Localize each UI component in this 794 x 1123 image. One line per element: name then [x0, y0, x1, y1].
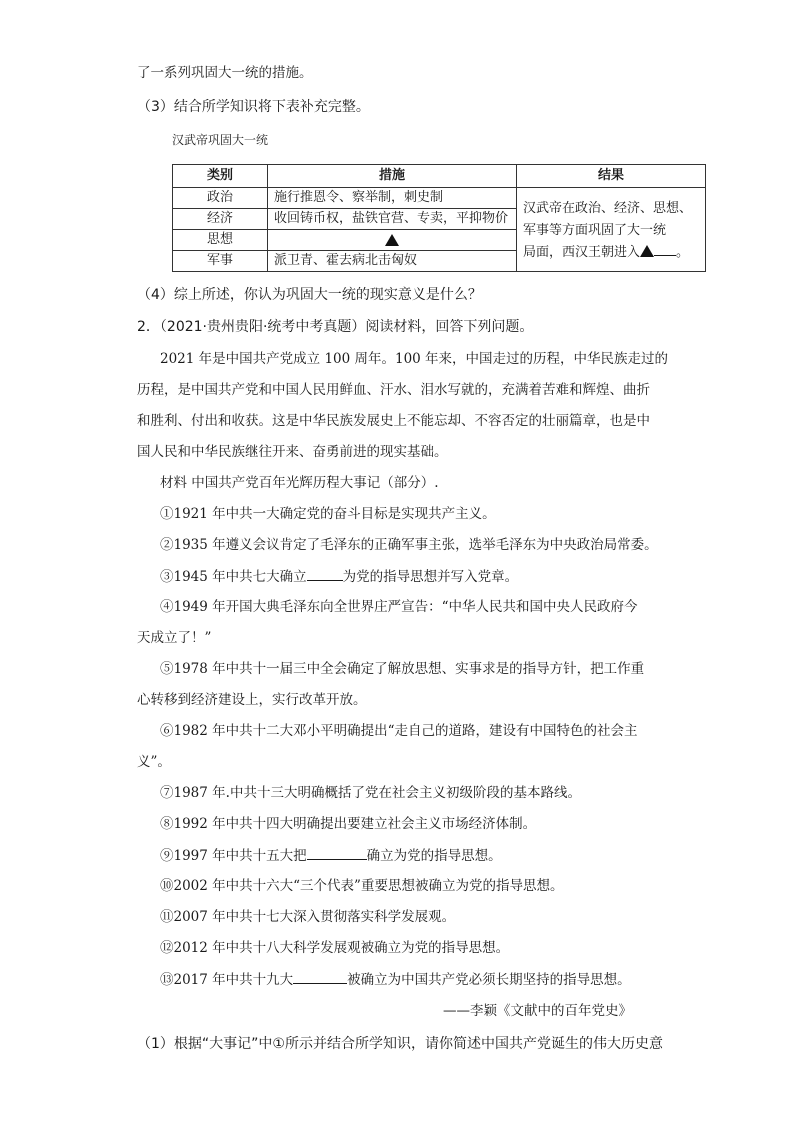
table-row: [173, 188, 706, 209]
result-text-a: 汉武帝在政治、经济、思想、: [523, 200, 693, 216]
row-category: 军事: [173, 251, 268, 272]
result-text-d: 。: [676, 244, 690, 260]
answer-blank: [654, 242, 676, 256]
event-text: 被确立为中国共产党必须长期坚持的指导思想。: [347, 972, 631, 988]
event-item: [160, 567, 518, 586]
event-text: 为党的指导思想并写入党章。: [342, 569, 519, 585]
table-header-row: [173, 165, 706, 188]
table-caption: 汉武帝巩固大一统: [172, 133, 269, 147]
answer-triangle-icon: [640, 245, 654, 257]
event-text: ③1945 年中共七大确立: [160, 569, 307, 585]
row-measure: 施行推恩令、察举制，刺史制: [268, 188, 517, 209]
header-result: 结果: [517, 165, 706, 188]
event-item: ①1921 年中共一大确定党的奋斗目标是实现共产主义。: [160, 506, 496, 522]
header-measure: 措施: [268, 165, 517, 188]
event-text: ⑬2017 年中共十九大: [160, 972, 294, 988]
fill-blank: [293, 970, 347, 984]
event-item: ②1935 年遵义会议肯定了毛泽东的正确军事主张，选举毛泽东为中央政治局常委。: [160, 537, 658, 553]
material-title: 材料 中国共产党百年光辉历程大事记（部分）.: [160, 475, 439, 491]
event-item: [160, 846, 502, 865]
result-text-c: 局面，西汉王朝进入: [523, 244, 641, 260]
answer-triangle-icon: [385, 234, 399, 246]
event-item-continued: 心转移到经济建设上，实行改革开放。: [137, 692, 367, 708]
paragraph-line: 历程，是中国共产党和中国人民用鲜血、汗水、泪水写就的，充满着苦难和辉煌、曲折: [137, 382, 650, 398]
event-item: ⑫2012 年中共十八大科学发展观被确立为党的指导思想。: [160, 940, 510, 956]
event-text: ⑨1997 年中共十五大把: [160, 848, 307, 864]
question-4: （4）综上所述，你认为巩固大一统的现实意义是什么？: [137, 287, 482, 303]
row-measure: 收回铸币权，盐铁官营、专卖，平抑物价: [268, 209, 517, 230]
event-item-continued: 天成立了！”: [137, 630, 212, 646]
event-item: ⑦1987 年.中共十三大明确概括了党在社会主义初级阶段的基本路线。: [160, 785, 581, 801]
fill-blank: [307, 567, 343, 581]
event-item: ⑪2007 年中共十七大深入贯彻落实科学发展观。: [160, 909, 456, 925]
header-category: 类别: [173, 165, 268, 188]
event-item: ⑩2002 年中共十六大“三个代表”重要思想被确立为党的指导思想。: [160, 878, 564, 894]
paragraph-line: 国人民和中华民族继往开来、奋勇前进的现实基础。: [137, 444, 448, 460]
text-line: 了一系列巩固大一统的措施。: [137, 65, 313, 81]
event-item: ⑧1992 年中共十四大明确提出要建立社会主义市场经济体制。: [160, 816, 537, 832]
measures-table: [172, 164, 706, 272]
event-item: ⑥1982 年中共十二大邓小平明确提出“走自己的道路，建设有中国特色的社会主: [160, 723, 638, 739]
event-item: ④1949 年开国大典毛泽东向全世界庄严宣告：“中华人民共和国中央人民政府今: [160, 599, 638, 615]
result-cell: [517, 188, 706, 272]
event-item-continued: 义”。: [137, 754, 171, 770]
event-item: ⑤1978 年中共十一届三中全会确定了解放思想、实事求是的指导方针，把工作重: [160, 661, 645, 677]
event-text: 确立为党的指导思想。: [366, 848, 502, 864]
row-measure-blank: [268, 230, 517, 251]
row-category: 思想: [173, 230, 268, 251]
question-2-header: 2．（2021·贵州贵阳·统考中考真题）阅读材料，回答下列问题。: [137, 319, 534, 335]
row-measure: 派卫青、霍去病北击匈奴: [268, 251, 517, 272]
source-citation: ——李颖《文献中的百年党史》: [443, 1003, 632, 1019]
event-item: [160, 970, 631, 989]
question-1: （1）根据“大事记”中①所示并结合所学知识，请你简述中国共产党诞生的伟大历史意: [137, 1036, 663, 1052]
result-text-b: 军事等方面巩固了大一统: [523, 222, 667, 238]
row-category: 政治: [173, 188, 268, 209]
question-3: （3）结合所学知识将下表补充完整。: [137, 99, 370, 115]
fill-blank: [307, 846, 367, 860]
paragraph-line: 和胜利、付出和收获。这是中华民族发展史上不能忘却、不容否定的壮丽篇章，也是中: [137, 413, 650, 429]
row-category: 经济: [173, 209, 268, 230]
paragraph-line: 2021 年是中国共产党成立 100 周年。100 年来，中国走过的历程，中华民族走过的: [160, 351, 669, 367]
